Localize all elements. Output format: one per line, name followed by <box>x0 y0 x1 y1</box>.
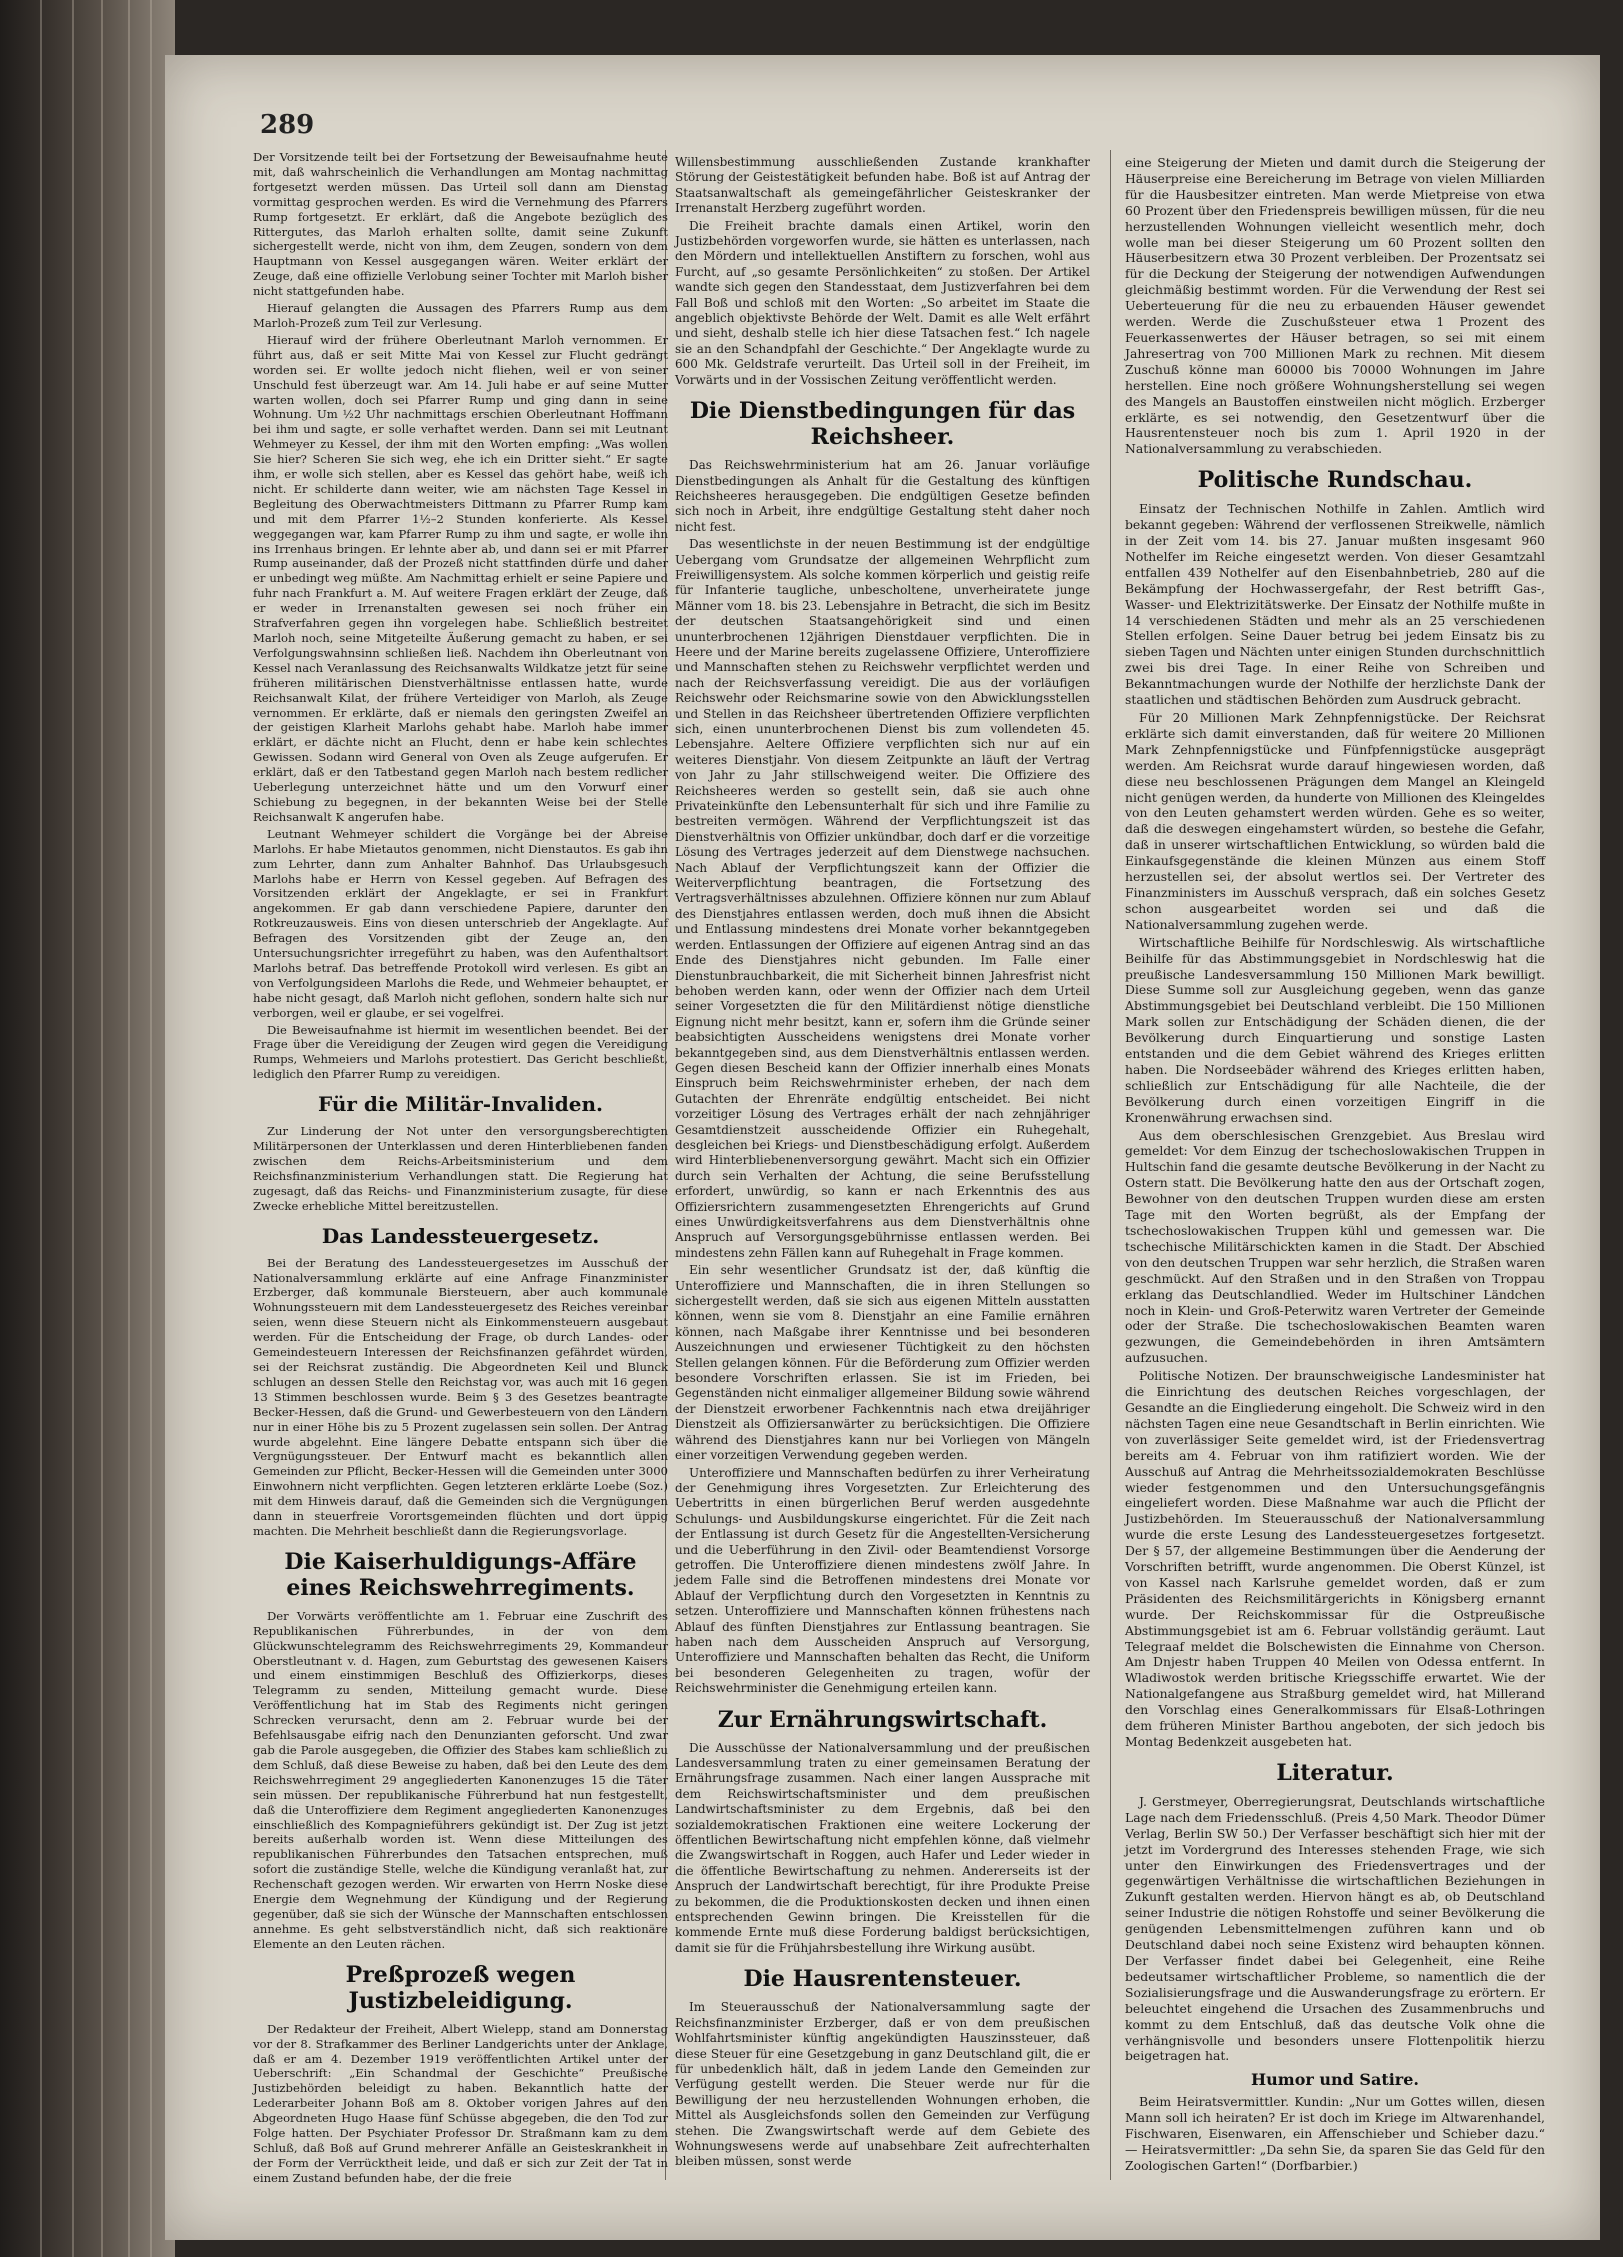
headline-humor-satire: Humor und Satire. <box>1251 2070 1419 2090</box>
article-paragraph: Für 20 Millionen Mark Zehnpfennigstücke. Der Reichsrat erklärte sich damit einverstanden, daß für weitere 20 Millionen Mark Zehnpfennigstücke und Fünfpfennigstücke ausgeprägt werden. Am Reichsrat wurde darauf hingewiesen worden, daß diese neu beschlossenen Prägungen dem Mangel an Kleingeld nicht genügen werden, da hunderte von Millionen des Kleingeldes von den Leuten gehamstert werden würden. Gehe es so weiter, daß die deswegen eingehamstert würden, so bestehe die Gefahr, daß in unserer wirtschaftlichen Entwicklung, so würden bald die Einkaufsgegenstände die kleinen Münzen aus einem Stoff herzustellen sei, der absolut wertlos sei. Der Vertreter des Finanzministers im Ausschuß versprach, daß ein solches Gesetz schon ausgearbeitet worden sei und daß die Nationalversammlung zugehen werde. <box>1125 710 1545 932</box>
headline-hausrentensteuer: Die Hausrentensteuer. <box>743 1966 1022 1993</box>
article-paragraph: Hierauf gelangten die Aussagen des Pfarrers Rump aus dem Marloh-Prozeß zum Teil zur Verlesung. <box>253 301 668 330</box>
article-paragraph: Beim Heiratsvermittler. Kundin: „Nur um Gottes willen, diesen Mann soll ich heiraten? Er ist doch im Kriege im Altwarenhandel, Fischwaren, Eisenwaren, ein Affenschieber und Schieber dazu.“ — Heiratsvermittler: „Da sehn Sie, da sparen Sie das Geld für den Zoologischen Garten!“ (Dorfbarbier.) <box>1125 2094 1545 2173</box>
article-paragraph: Politische Notizen. Der braunschweigische Landesminister hat die Einrichtung des deutschen Reiches vorgeschlagen, der Gesandte an die Eingliederung eingeholt. Die Schweiz wird in den nächsten Tagen eine neue Gesandtschaft in Berlin einrichten. Wie von zuverlässiger Seite gemeldet wird, ist der Friedensvertrag bereits am 4. Februar von ihm ratifiziert worden. Wie der Ausschuß auf Antrag die Mehrheitssozialdemokraten Beschlüsse wieder festgenommen und den Untersuchungsgefängnis eingeliefert worden. Diese Maßnahme war auch die Pflicht der Justizbehörden. Im Steuerausschuß der Nationalversammlung wurde die erste Lesung des Landessteuergesetzes fortgesetzt. Der § 57, der allgemeine Bestimmungen über die Aenderung der Vorschriften betrifft, wurde angenommen. Die Oberst Künzel, ist von Kassel nach Karlsruhe gemeldet worden, daß er zum Präsidenten des Reichsmilitärgerichts in Königsberg ernannt wurde. Der Reichskommissar für die Ostpreußische Abstimmungsgebiet ist am 6. Februar vollständig geräumt. Laut Telegraaf meldet die Bolschewisten die Einnahme von Cherson. Am Dnjestr haben Truppen 40 Meilen von Odessa entfernt. In Wladiwostok werden britische Kriegsschiffe erwartet. Wie der Nationalgefangene aus Straßburg gemeldet wird, hat Millerand den Vorschlag eines Generalkommissars für Elsaß-Lothringen dem früheren Minister Barthou angeboten, der sich jedoch bis Montag Bedenkzeit ausgebeten hat. <box>1125 1368 1545 1749</box>
headline-politische-rundschau: Politische Rundschau. <box>1197 467 1473 494</box>
article-paragraph: Die Ausschüsse der Nationalversammlung und der preußischen Landesversammlung traten zu einer gemeinsamen Beratung der Ernährungsfrage zusammen. Nach einer langen Aussprache mit dem Reichswirtschaftsminister und dem preußischen Landwirtschaftsminister zu dem Ergebnis, daß bei den sozialdemokratischen Fraktionen eine weitere Lockerung der öffentlichen Bewirtschaftung nicht empfehlen könne, daß vielmehr die Zwangswirtschaft in Roggen, auch Hafer und Leder wieder in die öffentliche Bewirtschaftung zu nehmen. Andererseits ist der Anspruch der Landwirtschaft berechtigt, für ihre Produkte Preise zu bekommen, die die Produktionskosten decken und ihnen einen entsprechenden Gewinn bringen. Die Kreisstellen für die kommende Ernte muß diese Forderung baldigst berücksichtigen, damit sie für die Frühjahrsbestellung ihre Wirkung ausübt. <box>675 1740 1090 1955</box>
headline-ernaehrung: Zur Ernährungswirtschaft. <box>717 1706 1048 1733</box>
page-number: 289 <box>260 110 315 140</box>
headline-pressprozess: Preßprozeß wegen Justizbeleidigung. <box>345 1961 576 2014</box>
article-paragraph: Einsatz der Technischen Nothilfe in Zahlen. Amtlich wird bekannt gegeben: Während der verflossenen Streikwelle, nämlich in der Zeit vom 14. bis 27. Januar mußten insgesamt 960 Nothelfer im Reiche eingesetzt werden. Von dieser Gesamtzahl entfallen 439 Nothelfer auf den Eisenbahnbetrieb, 280 auf die Bekämpfung der Hochwassergefahr, der Rest betrifft Gas-, Wasser- und Elektrizitätswerke. Der Einsatz der Nothilfe mußte in 14 verschiedenen Städten und mehr als an 25 verschiedenen Stellen erfolgen. Seine Dauer betrug bei jedem Einsatz bis zu sieben Tagen und Nächten unter einigen Stunden durchschnittlich zwei bis drei Tage. In einer Reihe von Schreiben und Bekanntmachungen wurde der Nothilfe der herzlichste Dank der staatlichen und städtischen Behörden zum Ausdruck gebracht. <box>1125 501 1545 708</box>
article-paragraph: Unteroffiziere und Mannschaften bedürfen zu ihrer Verheiratung der Genehmigung ihres Vorgesetzten. Zur Erleichterung des Uebertritts in einen bürgerlichen Beruf werden ausgedehnte Schulungs- und Ausbildungskurse eingerichtet. Für die Zeit nach der Entlassung ist durch Gesetz für die Angestellten-Versicherung und die Ueberführung in den Zivil- oder Beamtendienst Vorsorge getroffen. Die Unteroffiziere dienen mindestens zwölf Jahre. In jedem Falle sind die Betroffenen mindestens drei Monate vor Ablauf der Verpflichtung durch den Vorgesetzten in Kenntnis zu setzen. Unteroffiziere und Mannschaften können frühestens nach Ablauf des fünften Dienstjahres zur Entlassung beantragen. Sie haben nach dem Ausscheiden Anspruch auf Versorgung, Unteroffiziere und Mannschaften behalten das Recht, die Uniform bei besonderen Gelegenheiten zu tragen, wofür der Reichswehrminister die Genehmigung erteilen kann. <box>675 1465 1090 1696</box>
article-paragraph: Der Vorsitzende teilt bei der Fortsetzung der Beweisaufnahme heute mit, daß wahrscheinlich die Verhandlungen am Montag nachmittag fortgesetzt werden müssen. Das Urteil soll dann am Dienstag vormittag gesprochen werden. Es wird die Vernehmung des Pfarrers Rump fortgesetzt. Er erklärt, daß die Angebote bezüglich des Rittergutes, das Marloh erhalten sollte, damit seine Zukunft sichergestellt werde, nicht von ihm, dem Zeugen, sondern von dem Hauptmann von Kessel ausgegangen wären. Weiter erklärt der Zeuge, daß eine offizielle Verlobung seiner Tochter mit Marloh bisher nicht stattgefunden habe. <box>253 150 668 299</box>
article-paragraph: Bei der Beratung des Landessteuergesetzes im Ausschuß der Nationalversammlung erklärte auf eine Anfrage Finanzminister Erzberger, daß kommunale Biersteuern, aber auch kommunale Wohnungssteuern mit dem Landessteuergesetz des Reiches vereinbar seien, wenn diese Steuern nicht als Einkommensteuern ausgebaut werden. Für die Entscheidung der Frage, ob durch Landes- oder Gemeindesteuern Interessen der Reichsfinanzen gefährdet würden, sei der Reichsrat zuständig. Die Abgeordneten Keil und Blunck schlugen an dessen Stelle den Reichstag vor, was auch mit 16 gegen 13 Stimmen beschlossen wurde. Beim § 3 des Gesetzes beantragte Becker-Hessen, daß die Grund- und Gewerbesteuern von den Ländern nur in einer Höhe bis zu 5 Prozent zugelassen sein sollen. Der Antrag wurde abgelehnt. Eine längere Debatte entspann sich über die Vergnügungssteuer. Der Entwurf macht es bekanntlich allen Gemeinden zur Pflicht, Becker-Hessen will die Gemeinden unter 3000 Einwohnern nicht verpflichten. Gegen letzteren erklärte Loebe (Soz.) mit dem Hinweis darauf, daß die Gemeinden sich die Vergnügungen dann in steuerfreie Vorortsgemeinden flüchten und dort üppig machten. Die Mehrheit beschließt dann die Regierungsvorlage. <box>253 1255 668 1538</box>
headline-literatur: Literatur. <box>1276 1759 1394 1786</box>
article-paragraph: Ein sehr wesentlicher Grundsatz ist der, daß künftig die Unteroffiziere und Mannschaften, die in ihren Stellungen so sichergestellt werden, daß sie sich aus eigenen Mitteln ausstatten können, wenn sie vom 8. Dienstjahr an eine Familie ernähren können, nach Maßgabe ihrer Kenntnisse und bei besonderen Auszeichnungen und erwiesener Tüchtigkeit zu den höchsten Stellen gelangen können. Für die Beförderung zum Offizier werden besondere Vorschriften erlassen. Sie ist im Frieden, bei Gegenständen nicht einmaliger allgemeiner Bildung sowie während der Dienstzeit erworbener Fachkenntnis nach etwa dreijähriger Dienstzeit als Offiziersanwärter zu berücksichtigen. Die Offiziere während des Dienstjahres kann nur bei Vorliegen von Mängeln einer vorzeitigen Verwendung gegeben werden. <box>675 1263 1090 1463</box>
article-paragraph: Im Steuerausschuß der Nationalversammlung sagte der Reichsfinanzminister Erzberger, daß er von dem preußischen Wohlfahrtsminister künftig angekündigten Hauszinssteuer, daß diese Steuer für eine Gesetzgebung in ganz Deutschland gilt, die er für unbedenklich hält, daß in jedem Lande den Gemeinden zur Verfügung gestellt werden. Die Steuer werde nur für die Bewilligung der neu herzustellenden Wohnungen erhoben, die Mittel als Ausgleichsfonds sollen den Gemeinden zur Verfügung stehen. Die Zwangswirtschaft werde auf dem Gebiete des Wohnungswesens werde auf unabsehbare Zeit aufrechterhalten bleiben müssen, sonst werde <box>675 2000 1090 2169</box>
column-rule <box>1110 150 1111 2180</box>
article-paragraph: Wirtschaftliche Beihilfe für Nordschleswig. Als wirtschaftliche Beihilfe für das Abstimmungsgebiet in Nordschleswig hat die preußische Landesversammlung 150 Millionen Mark bewilligt. Diese Summe soll zur Ausgleichung gegeben, wenn das ganze Abstimmungsgebiet bei Deutschland verbleibt. Die 150 Millionen Mark sollen zur Entschädigung der Schäden dienen, die der Bevölkerung durch Einquartierung und sonstige Lasten entstanden und die dem Gebiet während des Krieges erlitten haben. Die Nordseebäder während des Krieges erlitten haben, schließlich zur Entschädigung für alle Nachteile, die der Bevölkerung durch einen vorzeitigen Eingriff in die Kronenwährung erwachsen sind. <box>1125 934 1545 1125</box>
column-2 <box>675 155 1090 2172</box>
article-paragraph: Der Redakteur der Freiheit, Albert Wielepp, stand am Donnerstag vor der 8. Strafkammer des Berliner Landgerichts unter der Anklage, daß er am 4. Dezember 1919 veröffentlichten Artikel unter der Ueberschrift: „Ein Schandmal der Geschichte“ Preußische Justizbehörden beleidigt zu haben. Bekanntlich hatte der Lederarbeiter Johann Boß am 8. Oktober vorigen Jahres auf den Abgeordneten Hugo Haase fünf Schüsse abgegeben, die den Tod zur Folge hatten. Der Psychiater Professor Dr. Straßmann kam zu dem Schluß, daß Boß auf Grund mehrerer Anfälle an Geisteskrankheit in der Form der Verrücktheit leide, und daß er sich zur Zeit der Tat in einem Zustand befunden habe, der die freie <box>253 2021 668 2185</box>
column-1 <box>253 150 668 2188</box>
page-edge <box>0 0 175 2257</box>
article-paragraph: eine Steigerung der Mieten und damit durch die Steigerung der Häuserpreise eine Bereicherung im Betrage von vielen Milliarden für die Hausbesitzer eintreten. Man werde Mietpreise von etwa 60 Prozent über den Friedenspreis bewilligen müssen, für die neu herzustellenden Wohnungen vielleicht wesentlich mehr, doch wolle man bei dieser Steigerung um 60 Prozent sollten den Häuserbesitzern etwa 30 Prozent verbleiben. Der Prozentsatz sei für die Deckung der Steigerung der notwendigen Aufwendungen gleichmäßig bestimmt worden. Für die Verwendung der Rest sei Ueberteuerung für die neu zu erbauenden Häuser gewendet werden. Werde die Zuschußsteuer etwa 1 Prozent des Feuerkassenwertes der Häuser betragen, so sei mit einem Jahresertrag von 700 Millionen Mark zu rechnen. Mit diesem Zuschuß könne man 60000 bis 70000 Wohnungen im Jahre herstellen. Eine noch größere Wohnungsherstellung sei wegen des Mangels an Baustoffen einstweilen nicht möglich. Erzberger erklärte, es sei notwendig, den Gesetzentwurf über die Hausrentensteuer noch bis zum 1. April 1920 in der Nationalversammlung zu verabschieden. <box>1125 155 1545 457</box>
headline-kaiserhuldigung: Die Kaiserhuldigungs-Affäre eines Reichswehrregiments. <box>284 1548 637 1601</box>
column-3 <box>1125 155 1545 2176</box>
article-paragraph: J. Gerstmeyer, Oberregierungsrat, Deutschlands wirtschaftliche Lage nach dem Friedensschluß. (Preis 4,50 Mark. Theodor Dümer Verlag, Berlin SW 50.) Der Verfasser beschäftigt sich hier mit der jetzt im Vordergrund des Interesses stehenden Frage, wie sich unter den Einwirkungen des Friedensvertrages und der gegenwärtigen Verhältnisse die wirtschaftlichen Beziehungen in Zukunft gestalten werden. Hiervon hängt es ab, ob Deutschland seiner Industrie die nötigen Rohstoffe und seiner Bevölkerung die genügenden Lebensmittelmengen zuführen kann und ob Deutschland dabei noch seine Existenz wird behaupten können. Der Verfasser findet dabei bei Gelegenheit, eine Reihe bedeutsamer wirtschaftlicher Probleme, so namentlich die der Sozialisierungsfrage und die Auswanderungsfrage zu erörtern. Er beleuchtet eingehend die Ursachen des Zusammenbruchs und kommt zu dem Entschluß, daß das deutsche Volk ohne die verhängnisvolle und besonders unsere Flottenpolitik hierzu beigetragen hat. <box>1125 1793 1545 2064</box>
headline-landessteuer: Das Landessteuergesetz. <box>321 1223 600 1248</box>
article-paragraph: Der Vorwärts veröffentlichte am 1. Februar eine Zuschrift des Republikanischen Führerbundes, in der von dem Glückwunschtelegramm des Reichswehrregiments 29, Kommandeur Oberstleutnant v. d. Hagen, zum Geburtstag des gewesenen Kaisers und einem einstimmigen Beschluß des Offizierkorps, dieses Telegramm zu senden, Mitteilung gemacht wurde. Diese Veröffentlichung hat im Stab des Regiments nicht geringen Schrecken verursacht, denn am 2. Februar wurde bei der Befehlsausgabe eifrig nach den Denunzianten geforscht. Und zwar gab die Parole ausgegeben, die Offizier des Stabes kam schließlich zu dem Schluß, daß diese Beweise zu haben, daß bei den Leute des dem Reichswehrregiment 29 angegliederten Kanonenzuges 15 die Täter sein müssen. Der republikanische Führerbund hat nun festgestellt, daß die Unteroffiziere dem Regiment angegliederten Kanonenzuges einschließlich des Kompagnieführers gekündigt ist. Der Zug ist jetzt bereits außerhalb worden ist. Wenn diese Mitteilungen des republikanischen Führerbundes den Tatsachen entsprechen, muß sofort die zuständige Stelle, welche die Kündigung veranlaßt hat, zur Rechenschaft gezogen werden. Wir erwarten von Herrn Noske diese Energie dem Wegnehmung der Kündigung und der Regierung gegenüber, daß sie sich der Wünsche der Mannschaften entschlossen annehme. Es geht selbstverständlich nicht, daß sich reaktionäre Elemente an den Leuten rächen. <box>253 1608 668 1951</box>
article-paragraph: Die Beweisaufnahme ist hiermit im wesentlichen beendet. Bei der Frage über die Vereidigung der Zeugen wird gegen die Vereidigung Rumps, Wehmeiers und Marlohs protestiert. Das Gericht beschließt, lediglich den Pfarrer Rump zu vereidigen. <box>253 1022 668 1082</box>
article-paragraph: Das Reichswehrministerium hat am 26. Januar vorläufige Dienstbedingungen als Anhalt für die Gestaltung des künftigen Reichsheeres herausgegeben. Die endgültigen Gesetze befinden sich noch in Arbeit, ihre endgültige Gestaltung steht daher noch nicht fest. <box>675 458 1090 534</box>
headline-invaliden: Für die Militär-Invaliden. <box>317 1092 603 1117</box>
article-paragraph: Das wesentlichste in der neuen Bestimmung ist der endgültige Uebergang vom Grundsatze der allgemeinen Wehrpflicht zum Freiwilligensystem. Als solche kommen körperlich und geistig reife für Infanterie taugliche, unbescholtene, unverheiratete junge Männer vom 18. bis 23. Lebensjahre in Betracht, die sich im Besitz der deutschen Staatsangehörigkeit sind und einen ununterbrochenen 12jährigen Dienstdauer verpflichten. Die in Heere und der Marine bereits zugelassene Offiziere, Unteroffiziere und Mannschaften stehen zu Reichswehr verpflichtet werden und nach der Reichsverfassung vereidigt. Die aus der vorläufigen Reichswehr oder Reichsmarine sowie von den Abwicklungsstellen und Stellen in das Reichsheer übertretenden Offiziere verpflichten sich, einen ununterbrochenen Dienst bis zum vollendeten 45. Lebensjahre. Aeltere Offiziere verpflichten sich nur auf ein weiteres Dienstjahr. Von diesem Zeitpunkte an läuft der Vertrag von Jahr zu Jahr stillschweigend weiter. Die Offiziere des Reichsheeres werden so gestellt sein, daß sie auch ohne Privateinkünfte den Lebensunterhalt für sich und ihre Familie zu bestreiten vermögen. Während der Verpflichtungszeit ist das Dienstverhältnis von Offizier unkündbar, doch darf er die vorzeitige Lösung des Vertrages jederzeit auf dem Dienstwege nachsuchen. Nach Ablauf der Verpflichtungszeit kann der Offizier die Weiterverpflichtung beantragen, die Fortsetzung des Vertragsverhältnisses abzulehnen. Offiziere können nur zum Ablauf des Dienstjahres entlassen werden, doch muß ihnen die Absicht und Entlassung mindestens drei Monate vorher bekanntgegeben werden. Entlassungen der Offiziere auf eigenen Antrag sind an das Ende des Dienstjahres nicht gebunden. Im Falle einer Dienstunbrauchbarkeit, die mit Sicherheit binnen Jahresfrist nicht behoben werden kann, oder wenn der Offizier nach dem Urteil seiner Vorgesetzten die für den Militärdienst nötige dienstliche Eignung nicht mehr besitzt, kann er, sofern ihm die Gründe seiner beabsichtigten Ausscheidens wenigstens drei Monate vorher bekanntgegeben sind, aus dem Dienstverhältnis entlassen werden. Gegen diesen Bescheid kann der Offizier innerhalb eines Monats Einspruch beim Reichswehrminister erheben, der nach dem Gutachten der Ehrenräte endgültig entscheidet. Bei nicht vorzeitiger Lösung des Vertrages erhält der nach zehnjähriger Gesamtdienstzeit ausscheidende Offizier ein Ruhegehalt, desgleichen bei Kriegs- und Dienstbeschädigung erfolgt. Außerdem wird Hinterbliebenenversorgung gewährt. Macht sich ein Offizier durch sein Verhalten der Achtung, die seine Berufsstellung erfordert, unwürdig, so kann er nach Erkenntnis des aus Offiziersrichtern zusammengesetzten Ehrengerichts auf Grund eines Unwürdigkeitsverfahrens aus dem Dienstverhältnis ohne Anspruch auf Versorgungsgebührnisse entlassen werden. Bei mindestens zehn Fällen kann auf Ruhegehalt in Frage kommen. <box>675 537 1090 1260</box>
newspaper-page <box>165 55 1600 2240</box>
headline-reichsheer: Die Dienstbedingungen für das Reichsheer. <box>689 398 1076 451</box>
article-paragraph: Zur Linderung der Not unter den versorgungsberechtigten Militärpersonen der Unterklassen und deren Hinterbliebenen fanden zwischen dem Reichs-Arbeitsministerium und dem Reichsfinanzministerium Verhandlungen statt. Die Regierung hat zugesagt, daß das Reichs- und Finanzministerium zusagte, für diese Zwecke erhebliche Mittel bereitzustellen. <box>253 1124 668 1213</box>
article-paragraph: Willensbestimmung ausschließenden Zustande krankhafter Störung der Geistestätigkeit befunden habe. Boß ist auf Antrag der Staatsanwaltschaft als gemeingefährlicher Geisteskranker der Irrenanstalt Herzberg zugeführt worden. <box>675 155 1090 216</box>
article-paragraph: Hierauf wird der frühere Oberleutnant Marloh vernommen. Er führt aus, daß er seit Mitte Mai von Kessel zur Flucht gedrängt worden sei. Er wollte jedoch nicht fliehen, weil er von seiner Unschuld fest überzeugt war. Am 14. Juli habe er auf seine Mutter warten wollen, doch sei Pfarrer Rump und ging dann in seine Wohnung. Um ½2 Uhr nachmittags erschien Oberleutnant Hoffmann bei ihm und sagte, er solle verhaftet werden. Dann sei mit Leutnant Wehmeyer zu Kessel, der ihm mit den Worten empfing: „Was wollen Sie hier? Scheren Sie sich weg, ehe ich ein Dritter sieht.“ Er sagte ihm, er wolle sich stellen, aber es Kessel das gehört habe, weiß ich nicht. Er schilderte dann weiter, wie am nächsten Tage Kessel in Begleitung des Oberwachtmeisters Dittmann zu Pfarrer Rump kam und mit dem Pfarrer 1½–2 Stunden konferierte. Als Kessel weggegangen war, kam Pfarrer Rump zu ihm und sagte, er wolle ihn ins Irrenhaus bringen. Er lehnte aber ab, und dann sei er mit Pfarrer Rump auseinander, daß der Prozeß nicht stattfinden dürfe und daher er unbedingt weg müßte. Am Nachmittag erhielt er seine Papiere und fuhr nach Frankfurt a. M. Auf weitere Fragen erklärt der Zeuge, daß er weder in Irrenanstalten gewesen sei noch früher ein Strafverfahren gegen ihn vorgelegen habe. Schließlich bestreitet Marloh noch, seine Mitgeteilte Äußerung gemacht zu haben, er sei Verfolgungswahnsinn schließen ließ. Nachdem ihn Oberleutnant von Kessel nach Veranlassung des Reichsanwalts Wildkatze jetzt für seine früheren militärischen Dienstverhältnisse entlassen hatte, wurde Reichsanwalt Kilat, der frühere Verteidiger von Marloh, als Zeuge vernommen. Er erklärte, daß er niemals den geringsten Zweifel an der geistigen Klarheit Marlohs gehabt habe. Marloh habe immer erklärt, er dächte nicht an Flucht, denn er habe kein schlechtes Gewissen. Sodann wird General von Oven als Zeuge aufgerufen. Er erklärt, daß er den Tatbestand gegen Marloh nach bestem redlicher Ueberlegung unterzeichnet hätte und um den Vorwurf einer Schiebung zu begegnen, in der bekannten Weise bei der Stelle Reichsanwalt K angerufen habe. <box>253 332 668 824</box>
article-paragraph: Aus dem oberschlesischen Grenzgebiet. Aus Breslau wird gemeldet: Vor dem Einzug der tschechoslowakischen Truppen in Hultschin fand die gesamte deutsche Bevölkerung in der Nacht zu Ostern statt. Die Bevölkerung hatte den aus der Ortschaft zogen, Bewohner von den deutschen Truppen wurden diese am ersten Tage mit den Worten begrüßt, als der Empfang der tschechoslowakischen Truppen kühl und gemessen war. Die tschechische Militärschickten kamen in die Stadt. Der Abschied von den deutschen Truppen war sehr herzlich, die Straßen waren geschmückt. Auf den Straßen und in den Straßen von Troppau erklang das Deutschlandlied. Weder im Hultschiner Ländchen noch in Klein- und Groß-Peterwitz waren Vertreter der Gemeinde oder der Straße. Die tschechoslowakischen Beamten waren gezwungen, die Gemeindebehörden in ihren Amtsämtern aufzusuchen. <box>1125 1127 1545 1366</box>
article-paragraph: Die Freiheit brachte damals einen Artikel, worin den Justizbehörden vorgeworfen wurde, sie hätten es unterlassen, nach den Mördern und intellektuellen Anstiftern zu forschen, wohl aus Furcht, auf „so gesamte Persönlichkeiten“ zu stoßen. Der Artikel wandte sich gegen den Standesstaat, dem Justizverfahren bei dem Fall Boß und schloß mit den Worten: „So arbeitet im Staate die angeblich objektivste Behörde der Welt. Damit es alle Welt erfährt und sieht, deshalb stelle ich hier diese Tatsachen fest.“ Ich nagele sie an den Schandpfahl der Geschichte.“ Der Angeklagte wurde zu 600 Mk. Geldstrafe verurteilt. Das Urteil soll in der Freiheit, im Vorwärts und in der Vossischen Zeitung veröffentlicht werden. <box>675 218 1090 387</box>
article-paragraph: Leutnant Wehmeyer schildert die Vorgänge bei der Abreise Marlohs. Er habe Mietautos genommen, nicht Dienstautos. Es gab ihn zum Lehrter, dann zum Anhalter Bahnhof. Das Urlaubsgesuch Marlohs habe er Herrn von Kessel gegeben. Auf Befragen des Vorsitzenden erklärt der Angeklagte, er sei in Frankfurt angekommen. Er gab dann verschiedene Papiere, darunter den Rotkreuzausweis. Eins von diesen unterschrieb der Angeklagte. Auf Befragen des Vorsitzenden gibt der Zeuge an, den Untersuchungsrichter irregeführt zu haben, was den Aufenthaltsort Marlohs betraf. Das betreffende Protokoll wird verlesen. Es gibt an von Verfolgungsideen Marlohs die Rede, und Wehmeier behauptet, er habe nicht gesagt, daß Marloh nicht geflohen, sondern halte sich nur verborgen, weil er glaube, er sei vogelfrei. <box>253 826 668 1020</box>
